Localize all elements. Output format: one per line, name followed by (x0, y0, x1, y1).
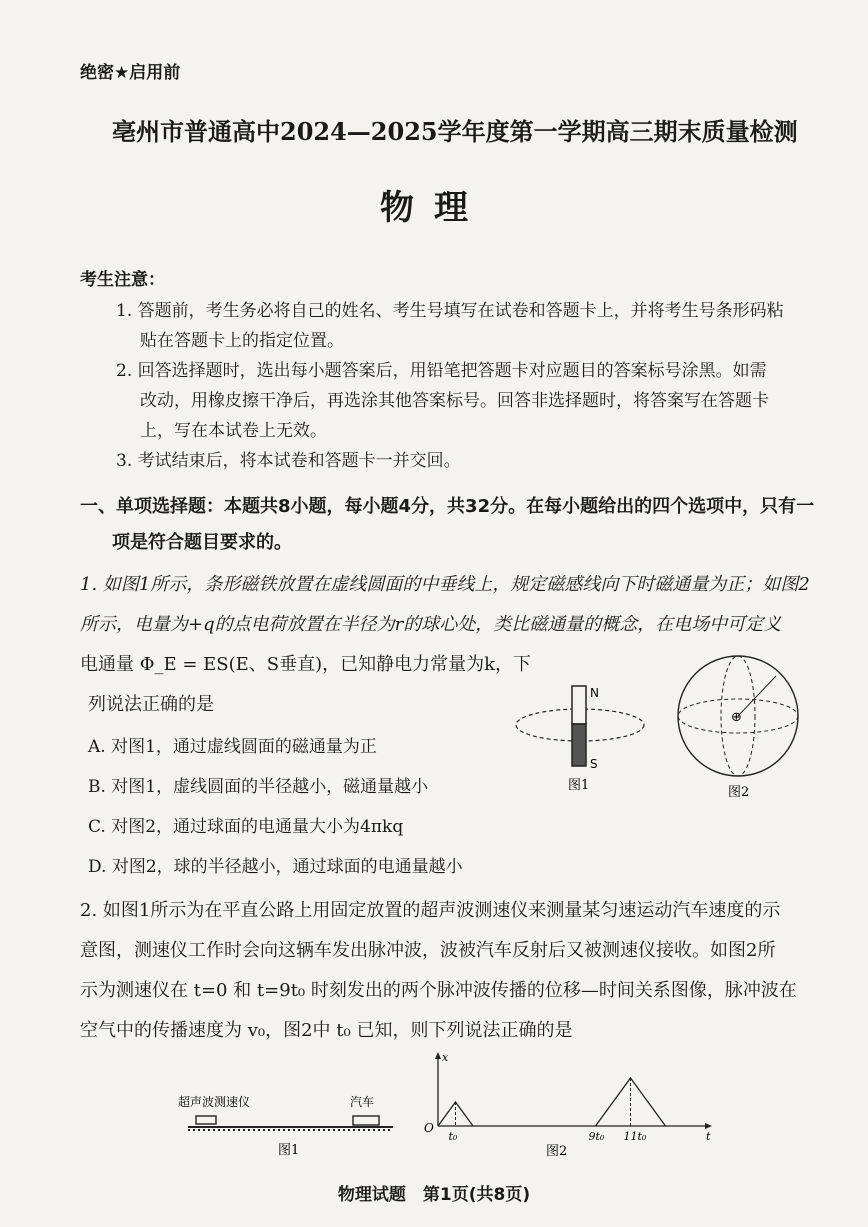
chart-x-tick-label: 9t₀ (588, 1130, 605, 1143)
q1-fig1-caption: 图1 (568, 778, 590, 793)
q2-fig2-caption: 图2 (546, 1144, 568, 1159)
magnet-south-label: S (590, 757, 598, 771)
section-heading-cont: 项是符合题目要求的。 (112, 532, 292, 553)
q2-stem: 意图，测速仪工作时会向这辆车发出脉冲波，波被汽车反射后又被测速仪接收。如图2所 (80, 940, 776, 961)
chart-origin: O (424, 1121, 434, 1135)
q1-option-a: A. 对图1，通过虚线圆面的磁通量为正 (88, 737, 377, 757)
q1-stem: 列说法正确的是 (88, 694, 214, 715)
chart-y-arrow (435, 1052, 441, 1059)
page-footer: 物理试题 第1页(共8页) (337, 1185, 531, 1205)
chart-y-label: x (442, 1051, 449, 1064)
speed-gun (196, 1116, 216, 1124)
q1-option-c: C. 对图2，通过球面的电通量大小为4πkq (88, 817, 404, 837)
q1-stem: 电通量 Φ_E = ES(E、S垂直)，已知静电力常量为k，下 (80, 654, 532, 675)
q2-figure2-chart (416, 1052, 716, 1164)
notice-line: 上，写在本试卷上无效。 (140, 421, 327, 441)
q2-stem: 示为测速仪在 t=0 和 t=9t₀ 时刻发出的两个脉冲波传播的位移—时间关系图像，脉冲波在 (80, 980, 797, 1001)
q2-figure1 (178, 1094, 408, 1160)
q1-option-b: B. 对图1，虚线圆面的半径越小，磁通量越小 (88, 777, 429, 797)
q1-option-d: D. 对图2，球的半径越小，通过球面的电通量越小 (88, 857, 463, 877)
chart-x-arrow (705, 1123, 712, 1129)
magnet-north-half (572, 686, 586, 724)
car-body (353, 1116, 379, 1125)
exam-title: 亳州市普通高中2024—2025学年度第一学期高三期末质量检测 (112, 117, 798, 146)
q1-stem: 所示，电量为+q的点电荷放置在半径为r的球心处，类比磁通量的概念，在电场中可定义 (80, 614, 782, 635)
q2-stem: 2. 如图1所示为在平直公路上用固定放置的超声波测速仪来测量某匀速运动汽车速度的示 (80, 900, 781, 921)
notice-line: 2. 回答选择题时，选出每小题答案后，用铅笔把答题卡对应题目的答案标号涂黑。如需 (116, 361, 767, 381)
point-charge: ⊕ (731, 710, 742, 725)
section-heading: 一、单项选择题：本题共8小题，每小题4分，共32分。在每小题给出的四个选项中，只有一 (80, 496, 815, 517)
q2-fig1-caption: 图1 (278, 1143, 300, 1158)
confidential-label: 绝密★启用前 (80, 63, 181, 83)
chart-x-tick-label: t₀ (448, 1130, 458, 1143)
q1-stem: 1. 如图1所示，条形磁铁放置在虚线圆面的中垂线上，规定磁感线向下时磁通量为正；如图2 (80, 574, 810, 595)
chart-x-tick-label: 11t₀ (623, 1130, 647, 1143)
magnet-north-label: N (590, 686, 599, 700)
speed-gun-label: 超声波测速仪 (178, 1095, 251, 1109)
q1-fig2-caption: 图2 (728, 785, 750, 800)
notice-line: 改动，用橡皮擦干净后，再选涂其他答案标号。回答非选择题时，将答案写在答题卡 (140, 391, 769, 411)
q1-figure2 (676, 654, 806, 804)
car-label: 汽车 (350, 1095, 375, 1109)
radius-line (738, 676, 776, 716)
notice-line: 贴在答题卡上的指定位置。 (140, 331, 344, 351)
q1-figure1 (510, 682, 660, 802)
magnet-south-half (572, 724, 586, 766)
notice-line: 3. 考试结束后，将本试卷和答题卡一并交回。 (116, 451, 461, 471)
notice-heading: 考生注意： (80, 270, 165, 290)
subject-title: 物理 (380, 188, 488, 228)
notice-line: 1. 答题前，考生务必将自己的姓名、考生号填写在试卷和答题卡上，并将考生号条形码粘 (116, 301, 784, 321)
chart-x-label: t (706, 1130, 711, 1143)
q2-stem: 空气中的传播速度为 v₀，图2中 t₀ 已知，则下列说法正确的是 (80, 1020, 573, 1041)
